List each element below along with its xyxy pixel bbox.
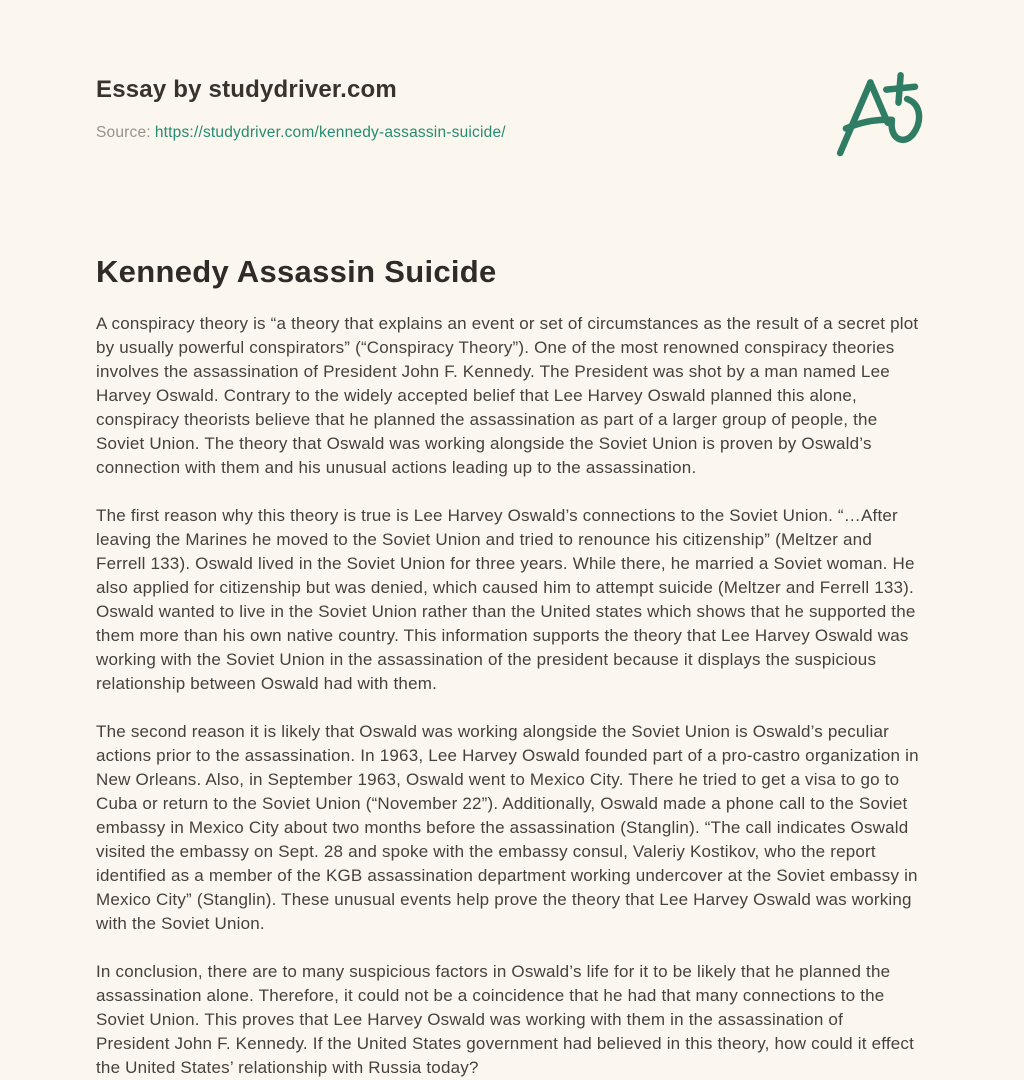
- essay-body: [96, 312, 920, 1080]
- essay-paragraph-conclusion: In conclusion, there are to many suspicious factors in Oswald’s life for it to be likely that he planned the assassination alone. Therefore, it could not be a coincidence that he had that many connections to the Soviet Union. This proves that Lee Harvey Oswald was working with them in the assassination of President John F. Kennedy. If the United States government had believed in this theory, how could it effect the United States’ relationship with Russia today?: [96, 962, 915, 1077]
- essay-paragraph-first-reason: The first reason why this theory is true is Lee Harvey Oswald’s connections to the Soviet Union. “…After leaving the Marines he moved to the Soviet Union and tried to renounce his citizenship” (Meltzer and Ferrell 133). Oswald lived in the Soviet Union for three years. While there, he married a Soviet woman. He also applied for citizenship but was denied, which caused him to attempt suicide (Meltzer and Ferrell 133). Oswald wanted to live in the Soviet Union rather than the United states which shows that he supported the them more than his own native country. This information supports the theory that Lee Harvey Oswald was working with the Soviet Union in the assassination of the president because it displays the suspicious relationship between Oswald had with them.: [96, 506, 916, 693]
- document-header: [96, 76, 924, 142]
- a-plus-logo-icon: [820, 64, 928, 170]
- source-row: [96, 124, 924, 142]
- essay-title: Kennedy Assassin Suicide: [96, 254, 497, 289]
- source-link[interactable]: https://studydriver.com/kennedy-assassin-suicide/: [154, 124, 506, 141]
- page-title: Essay by studydriver.com: [96, 76, 397, 103]
- essay-paragraph-second-reason: The second reason it is likely that Oswald was working alongside the Soviet Union is Oswald’s peculiar actions prior to the assassination. In 1963, Lee Harvey Oswald founded part of a pro-castro organization in New Orleans. Also, in September 1963, Oswald went to Mexico City. There he tried to get a visa to go to Cuba or return to the Soviet Union (“November 22”). Additionally, Oswald made a phone call to the Soviet embassy in Mexico City about two months before the assassination (Stanglin). “The call indicates Oswald visited the embassy on Sept. 28 and spoke with the embassy consul, Valeriy Kostikov, who the report identified as a member of the KGB assassination department working undercover at the Soviet embassy in Mexico City” (Stanglin). These unusual events help prove the theory that Lee Harvey Oswald was working with the Soviet Union.: [96, 722, 919, 933]
- source-label: Source:: [96, 124, 151, 141]
- essay-paragraph-intro: A conspiracy theory is “a theory that explains an event or set of circumstances as the result of a secret plot by usually powerful conspirators” (“Conspiracy Theory”). One of the most renowned conspiracy theories involves the assassination of President John F. Kennedy. The President was shot by a man named Lee Harvey Oswald. Contrary to the widely accepted belief that Lee Harvey Oswald planned this alone, conspiracy theorists believe that he planned the assassination as part of a larger group of people, the Soviet Union. The theory that Oswald was working alongside the Soviet Union is proven by Oswald’s connection with them and his unusual actions leading up to the assassination.: [96, 314, 919, 477]
